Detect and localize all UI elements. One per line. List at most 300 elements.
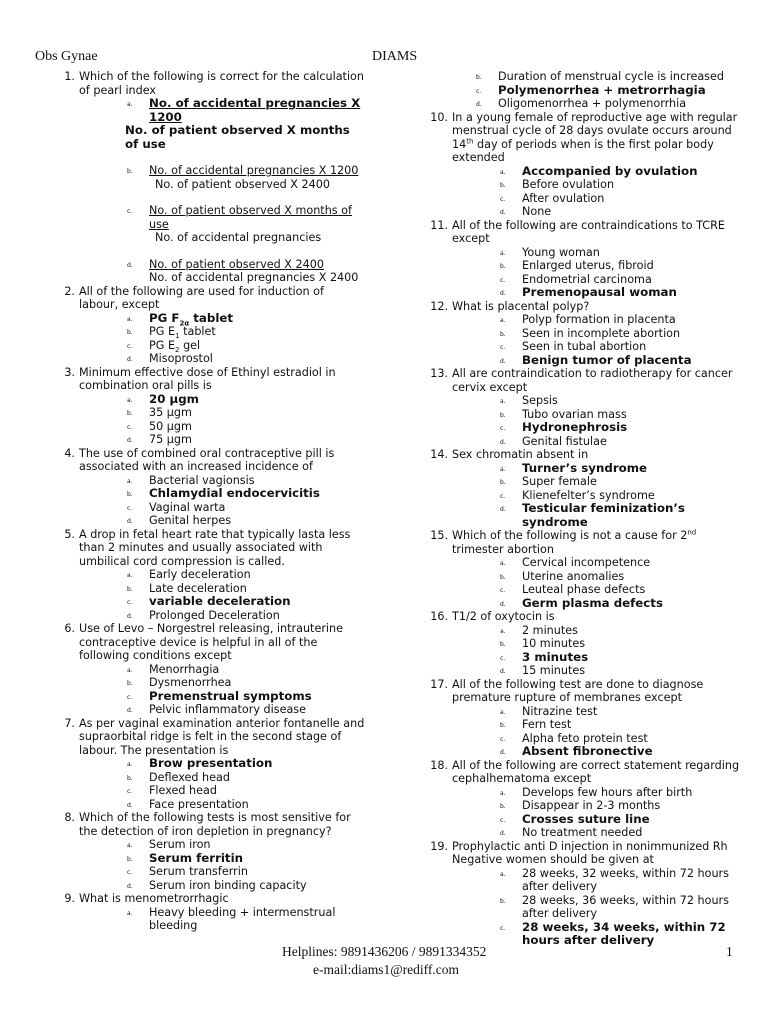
option-list [452,313,746,367]
answer-option [79,609,365,623]
question-number: 16. [430,610,448,623]
answer-option [79,406,365,420]
answer-option [452,246,746,260]
option-text: No. of patient observed X 2400 [149,257,324,271]
question [428,367,746,448]
option-text: Tubo ovarian mass [522,407,627,421]
option-letter: d. [500,290,506,297]
question [428,678,746,759]
option-list [452,462,746,530]
question [428,759,746,840]
option-letter: d. [500,506,506,513]
question [55,447,365,528]
answer-option [452,489,746,503]
question-column-right [428,70,746,948]
option-list [79,474,365,528]
answer-option [79,487,365,501]
answer-option [452,921,746,948]
question [55,285,365,366]
option-letter: b. [500,803,506,810]
option-letter: c. [127,504,133,512]
answer-option [79,676,365,690]
option-letter: c. [127,788,133,795]
option-letter: b. [500,182,506,189]
question-text: What is menometrorrhagic [79,892,229,905]
option-letter: a. [500,249,506,257]
subscript: 1 [175,332,180,341]
option-letter: b. [500,411,506,419]
option-letter: a. [127,315,133,323]
answer-option [79,352,365,366]
option-text: No. of accidental pregnancies X 2400 [149,271,359,284]
answer-option [79,879,365,893]
option-list [452,624,746,678]
answer-option [452,813,746,827]
answer-option [79,258,365,272]
option-letter: c. [500,492,506,500]
option-text: Young woman [522,245,600,259]
option-text: No. of patient observed X months of use [149,204,352,231]
question-text: Which of the following is correct for the calculation of pearl index [79,70,364,97]
option-list [79,757,365,811]
answer-option [452,327,746,341]
question-text: Which of the following is not a cause for 2nd trimester abortion [452,528,697,556]
option-text: No. of patient observed X months of use [125,123,350,151]
answer-option [452,259,746,273]
answer-option [79,703,365,717]
answer-option [79,771,365,785]
question-number: 11. [430,218,448,232]
question-text: All are contraindication to radiotherapy for cancer cervix except [452,367,733,394]
answer-option [452,475,746,489]
answer-option [452,286,746,300]
option-letter: c. [500,344,506,351]
option-letter: d. [500,209,506,216]
option-letter: c. [500,276,506,284]
answer-option [452,273,746,287]
option-text: Polyp formation in placenta [522,313,676,326]
answer-option [79,433,365,447]
option-letter: c. [500,654,506,662]
option-letter: b. [127,855,133,863]
option-text: Sepsis [522,394,558,407]
option-text: Testicular feminization’s syndrome [522,501,685,529]
option-text: Prolonged Deceleration [149,608,280,622]
option-text: PG $E_1$ tablet [149,325,216,341]
option-letter: c. [500,816,506,824]
footer-helplines: Helplines: 9891436206 / 9891334352 [282,944,487,959]
option-text: No. of accidental pregnancies X 1200 [149,96,361,124]
answer-option [452,462,746,476]
option-letter: d. [500,438,506,446]
option-text: variable deceleration [149,594,291,608]
answer-option [79,339,365,353]
answer-option [79,97,365,124]
option-letter: c. [500,425,506,432]
option-letter: c. [127,693,133,701]
option-text: Super female [522,475,597,488]
question-number: 5. [64,527,75,541]
option-letter: b. [127,410,133,417]
option-text: Premenstrual symptoms [149,688,312,703]
option-text: No. of accidental pregnancies [155,231,322,244]
option-letter: b. [127,774,133,782]
option-letter: b. [500,722,506,729]
question [55,366,365,447]
option-letter: c. [127,208,133,215]
option-letter: a. [500,398,506,405]
answer-option [79,393,365,407]
option-text: Misoprostol [149,352,213,365]
option-text: After ovulation [522,191,605,205]
option-letter: b. [127,168,133,175]
option-text: Enlarged uterus, fibroid [522,259,654,272]
option-letter: d. [500,830,506,837]
question-column-left [55,70,365,933]
question [55,811,365,892]
answer-option [452,408,746,422]
option-text: Cervical incompetence [522,556,651,569]
option-text: Endometrial carcinoma [522,272,652,286]
answer-option [452,624,746,638]
option-text: Chlamydial endocervicitis [149,486,320,500]
option-letter: a. [127,477,133,485]
option-letter: a. [500,627,506,635]
option-text: Fern test [522,718,572,731]
option-text: Before ovulation [522,178,615,191]
option-text: PG $E_2$ gel [149,338,201,354]
option-letter: a. [500,168,506,176]
question-number: 19. [430,839,448,853]
answer-option [452,205,746,219]
option-list [79,393,365,447]
question-text: In a young female of reproductive age with regular menstrual cycle of 28 days ovulate occurs around 14th day of periods when is the first polar body extended [452,110,738,164]
option-letter: c. [500,587,506,594]
option-text: No. of accidental pregnancies X 1200 [149,164,359,177]
option-letter: d. [127,801,133,809]
option-text: Turner’s syndrome [522,460,648,475]
option-text: Duration of menstrual cycle is increased [498,70,725,83]
option-letter: b. [500,641,506,648]
option-letter: c. [500,735,506,743]
option-letter: d. [127,261,133,269]
question-text: Sex chromatin absent in [452,448,589,461]
option-text: 20 µgm [149,391,199,406]
answer-option [79,474,365,488]
superscript: th [466,136,474,145]
option-letter: b. [500,330,506,338]
option-list [452,394,746,448]
spacer [79,191,365,204]
option-letter: c. [127,599,133,606]
answer-option [79,838,365,852]
answer-option [452,867,746,894]
option-letter: b. [500,479,506,486]
answer-option [452,732,746,746]
option-letter: a. [127,909,133,917]
answer-option [79,124,365,151]
option-text: Early deceleration [149,568,251,581]
option-text: Nitrazine test [522,704,598,718]
option-letter: a. [127,572,133,579]
answer-option [79,690,365,704]
answer-option [79,325,365,339]
option-list [79,568,365,622]
page-number: 1 [726,944,733,959]
question-number: 15. [430,529,448,542]
option-letter: b. [476,74,482,81]
answer-option [428,70,746,84]
question [428,448,746,529]
answer-option [79,757,365,771]
answer-option [452,597,746,611]
option-text: Polymenorrhea + metrorrhagia [498,82,706,97]
option-letter: a. [127,101,133,108]
option-text: Heavy bleeding + intermenstrual bleeding [149,905,336,932]
option-text: Vaginal warta [149,500,226,514]
option-letter: a. [500,560,506,567]
answer-option [452,178,746,192]
question-number: 3. [64,365,75,379]
answer-option [428,97,746,111]
question-number: 7. [64,716,75,730]
answer-option [452,354,746,368]
option-text: Germ plasma defects [522,595,663,610]
option-letter: c. [127,342,133,350]
option-text: Late deceleration [149,581,247,595]
answer-option [452,799,746,813]
question-number: 17. [430,677,448,691]
question-text: All of the following are contraindications to TCRE except [452,218,725,245]
option-letter: a. [500,708,506,716]
option-text: Face presentation [149,797,249,811]
answer-option [452,421,746,435]
answer-option [452,718,746,732]
option-letter: b. [127,585,133,593]
option-text: 28 weeks, 32 weeks, within 72 hours after delivery [522,866,729,893]
option-letter: c. [500,924,506,932]
option-text: Serum ferritin [149,850,244,865]
question-number: 6. [64,622,75,635]
question-number: 12. [430,299,448,313]
option-list [79,97,365,285]
answer-option [452,894,746,921]
option-text: 28 weeks, 34 weeks, within 72 hours after delivery [522,919,726,947]
option-letter: a. [500,465,506,473]
option-text: 15 minutes [522,664,586,677]
option-letter: a. [127,842,133,849]
option-letter: d. [127,612,133,620]
option-list [452,556,746,610]
option-letter: d. [127,707,133,714]
option-letter: d. [500,600,506,608]
option-text: Accompanied by ovulation [522,163,698,178]
option-text: Pelvic inflammatory disease [149,703,307,716]
option-list [452,786,746,840]
option-list [79,838,365,892]
answer-option [79,501,365,515]
question-number: 9. [64,892,75,905]
question-text: Minimum effective dose of Ethinyl estradiol in combination oral pills is [79,365,336,392]
option-text: 50 µgm [149,419,192,433]
question-text: A drop in fetal heart rate that typically lasta less than 2 minutes and usually associated with umbilical cord compression is called. [79,527,351,568]
question-number: 2. [64,284,75,298]
answer-option [452,651,746,665]
option-letter: b. [127,680,133,687]
answer-option [452,340,746,354]
option-letter: d. [500,749,506,756]
answer-option [79,852,365,866]
option-letter: a. [500,317,506,324]
option-text: Flexed head [149,784,217,797]
option-letter: d. [127,437,133,444]
option-text: None [522,205,552,218]
option-text: Benign tumor of placenta [522,352,692,367]
question [428,300,746,368]
header-subject: Obs Gynae [35,49,98,64]
answer-option [452,556,746,570]
question-number: 4. [64,446,75,460]
answer-option [79,798,365,812]
option-list [79,906,365,933]
answer-option [452,165,746,179]
option-list [452,705,746,759]
question [55,892,365,933]
option-text: Seen in tubal abortion [522,340,647,353]
subscript: 2α [179,318,190,327]
option-text: Uterine anomalies [522,569,625,583]
option-list [79,312,365,366]
answer-option [79,231,365,245]
question-text: What is placental polyp? [452,299,590,313]
question [428,529,746,610]
answer-option [452,705,746,719]
answer-option [452,394,746,408]
question [55,622,365,717]
option-text: Serum transferrin [149,865,248,878]
question-text: All of the following are used for induction of labour, except [79,284,324,311]
option-letter: d. [127,356,133,363]
question [55,70,365,285]
answer-option [79,582,365,596]
question [428,840,746,948]
option-letter: c. [476,87,482,95]
option-list [452,165,746,219]
option-list [452,246,746,300]
option-letter: b. [500,263,506,270]
option-text: Hydronephrosis [522,420,628,434]
answer-option [452,502,746,529]
question-text: Use of Levo – Norgestrel releasing, intrauterine contraceptive device is helpful in all of the following conditions except [79,622,344,662]
option-text: No. of patient observed X 2400 [155,177,330,191]
question-number: 13. [430,367,448,380]
answer-option [79,784,365,798]
answer-option [79,595,365,609]
answer-option [79,906,365,933]
answer-option [452,786,746,800]
option-letter: c. [127,423,133,431]
option-letter: d. [127,518,133,525]
answer-option [452,192,746,206]
option-letter: a. [127,666,133,674]
answer-option [452,583,746,597]
question-number: 10. [430,110,448,124]
answer-option [79,204,365,231]
option-text: Menorrhagia [149,662,220,676]
question-text: All of the following are correct statement regarding cephalhematoma except [452,758,740,785]
question [428,610,746,678]
answer-option [452,570,746,584]
answer-option [452,313,746,327]
option-text: 2 minutes [522,623,578,637]
answer-option [79,514,365,528]
option-text: Seen in incomplete abortion [522,326,681,340]
question-text: All of the following test are done to diagnose premature rupture of membranes except [452,677,704,704]
question [55,528,365,623]
option-list [452,867,746,948]
option-text: Deflexed head [149,770,230,784]
answer-option [452,637,746,651]
option-letter: d. [476,101,482,108]
answer-option [79,865,365,879]
option-text: Klienefelter’s syndrome [522,488,655,502]
superscript: nd [687,528,697,537]
option-list [79,663,365,717]
question-text: The use of combined oral contraceptive pill is associated with an increased incidence of [79,446,335,473]
option-letter: b. [127,491,133,498]
option-letter: d. [500,668,506,675]
answer-option [79,420,365,434]
option-letter: a. [127,396,133,404]
answer-option [79,178,365,192]
question-number: 14. [430,448,448,461]
subscript: 2 [175,345,180,354]
option-text: 75 µgm [149,433,192,446]
option-text: Leuteal phase defects [522,583,646,596]
option-letter: a. [127,761,133,768]
option-text: 3 minutes [522,649,589,664]
option-text: Alpha feto protein test [522,731,648,745]
question-number: 18. [430,758,448,772]
option-letter: a. [500,870,506,878]
question-text: Prophylactic anti D injection in nonimmunized Rh Negative women should be given at [452,839,728,866]
option-letter: c. [127,869,133,876]
question-text: Which of the following tests is most sensitive for the detection of iron depletion in pregnancy? [79,811,351,838]
question [428,111,746,219]
answer-option [79,271,365,285]
footer-email: e-mail:diams1@rediff.com [313,962,460,977]
option-letter: d. [500,357,506,365]
option-text: Bacterial vagionsis [149,473,255,487]
option-text: Crosses suture line [522,811,650,826]
answer-option [79,312,365,326]
question [55,717,365,812]
header-title: DIAMS [372,49,418,64]
question-number: 8. [64,811,75,824]
question-text: As per vaginal examination anterior fontanelle and supraorbital ridge is felt in the second stage of labour. The presentation is [79,716,365,757]
option-text: Absent fibronective [522,744,653,758]
spacer [79,151,365,164]
option-letter: b. [500,573,506,581]
answer-option [79,663,365,677]
option-letter: c. [500,195,506,203]
option-text: Oligomenorrhea + polymenorrhia [498,97,687,110]
option-letter: b. [127,329,133,336]
option-text: Serum iron [149,838,211,851]
answer-option [428,84,746,98]
question [428,219,746,300]
option-text: Genital fistulae [522,434,607,448]
